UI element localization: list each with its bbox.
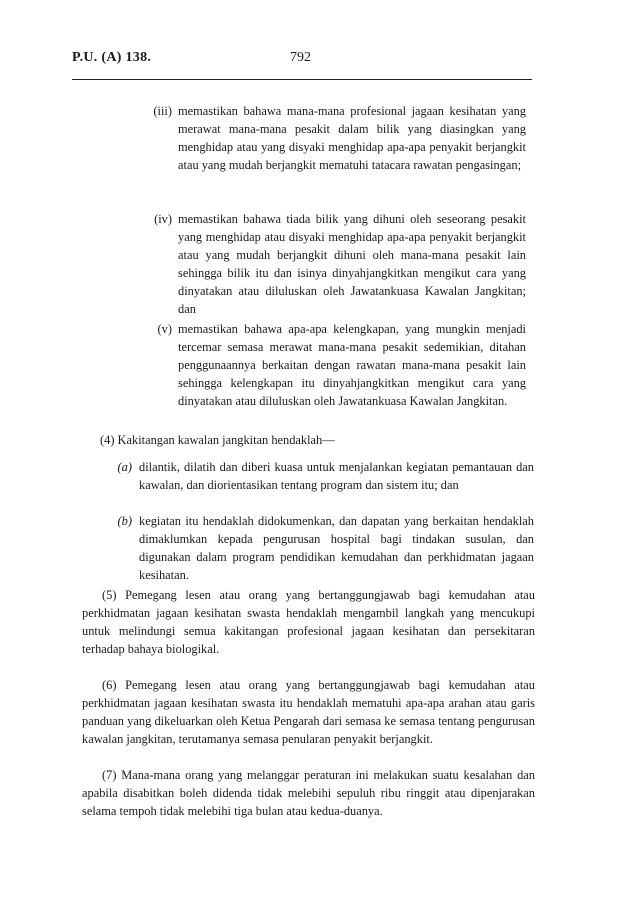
paragraph-5: (5) Pemegang lesen atau orang yang bertanggungjawab bagi kemudahan atau perkhidmatan jagaan kesihatan swasta hendaklah mengambil langkah yang mencukupi untuk melindungi semua kakitangan profesional jagaan kesihatan dan persekitaran terhadap bahaya biologikal.	[82, 588, 535, 657]
paragraph-4-lead: (4) Kakitangan kawalan jangkitan hendaklah—	[100, 433, 335, 447]
gazette-reference: P.U. (A) 138.	[72, 50, 152, 65]
subitem-label: (iii)	[153, 104, 172, 118]
subitem-label: (v)	[157, 322, 172, 336]
subitem-label: (iv)	[154, 212, 172, 226]
item-text: dilantik, dilatih dan diberi kuasa untuk menjalankan kegiatan pemantauan dan kawalan, dan diorientasikan tentang program dan sistem itu; dan	[139, 460, 534, 493]
subitem-text: memastikan bahawa apa-apa kelengkapan, yang mungkin menjadi tercemar semasa merawat mana-mana pesakit sedemikian, ditahan penggunaannya berkaitan dengan rawatan mana-mana pesakit lain sehingga kelengkapan itu dinyahjangkitkan mengikut cara yang dinyatakan atau diluluskan oleh Jawatankuasa Kawalan Jangkitan.	[178, 322, 526, 409]
item-label: (a)	[117, 460, 132, 474]
page-header	[72, 50, 532, 74]
item-label: (b)	[117, 514, 132, 528]
header-rule	[72, 79, 532, 80]
subitem-text: memastikan bahawa mana-mana profesional jagaan kesihatan yang merawat mana-mana pesakit dalam bilik yang diasingkan yang menghidap atau yang disyaki menghidap apa-apa penyakit berjangkit atau yang mudah berjangkit mematuhi tatacara rawatan pengasingan;	[178, 104, 526, 173]
subitem-text: memastikan bahawa tiada bilik yang dihuni oleh seseorang pesakit yang menghidap atau disyaki menghidap apa-apa penyakit berjangkit atau yang mudah berjangkit dihuni oleh mana-mana pesakit lain sehingga bilik itu dan isinya dinyahjangkitkan mengikut cara yang dinyatakan atau diluluskan oleh Jawatankuasa Kawalan Jangkitan; dan	[178, 212, 526, 317]
item-text: kegiatan itu hendaklah didokumenkan, dan dapatan yang berkaitan hendaklah dimaklumkan kepada pengurusan hospital bagi tindakan susulan, dan digunakan dalam program pendidikan kemudahan dan perkhidmatan jagaan kesihatan.	[139, 514, 534, 583]
paragraph-6: (6) Pemegang lesen atau orang yang bertanggungjawab bagi kemudahan atau perkhidmatan jagaan kesihatan swasta itu hendaklah mematuhi apa-apa arahan atau garis panduan yang dikeluarkan oleh Ketua Pengarah dari semasa ke semasa tentang pengurusan kawalan jangkitan, terutamanya semasa penularan penyakit berjangkit.	[82, 678, 535, 747]
paragraph-7: (7) Mana-mana orang yang melanggar peraturan ini melakukan suatu kesalahan dan apabila disabitkan boleh didenda tidak melebihi sepuluh ribu ringgit atau dipenjarakan selama tempoh tidak melebihi tiga bulan atau kedua-duanya.	[82, 768, 535, 819]
page-number: 792	[290, 50, 311, 65]
